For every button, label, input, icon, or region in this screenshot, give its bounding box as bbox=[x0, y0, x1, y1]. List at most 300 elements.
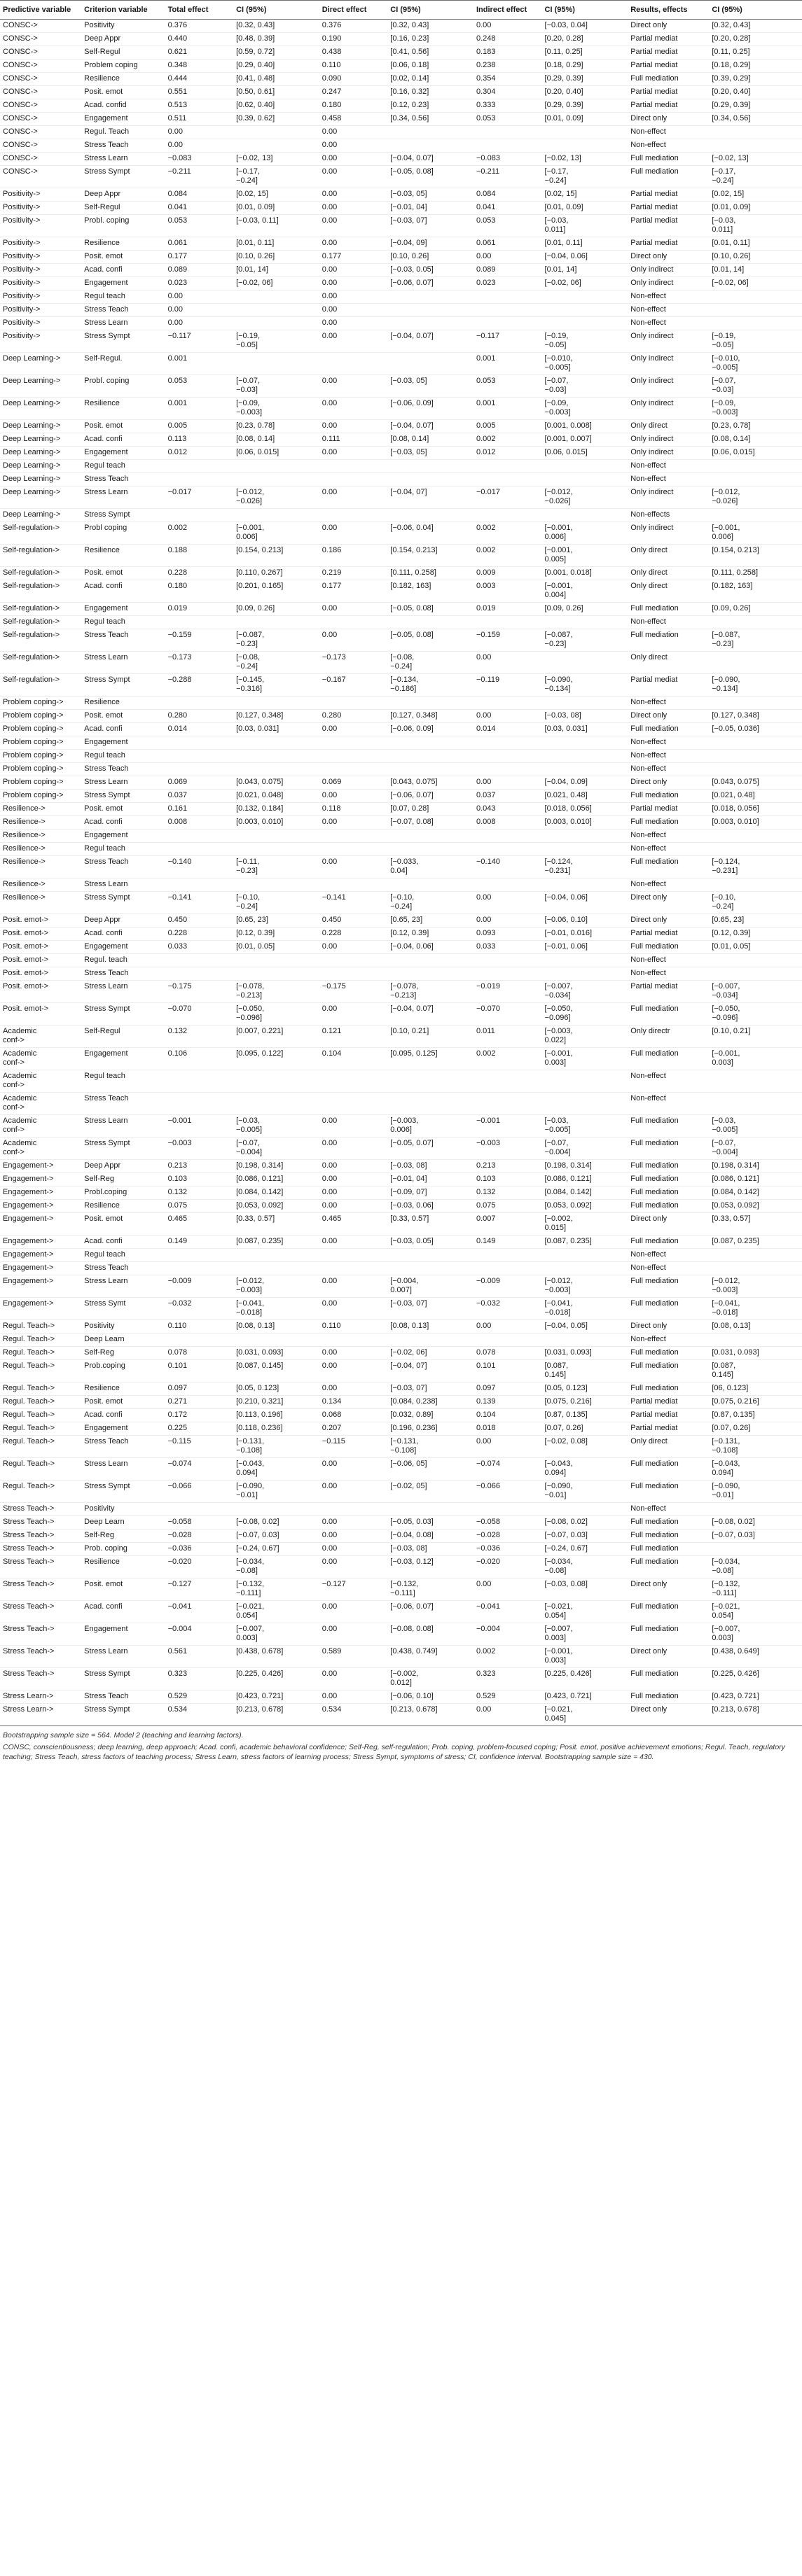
indirect-effect-cell: −0.020 bbox=[473, 1556, 542, 1578]
result-ci-cell: [0.438, 0.649] bbox=[709, 1646, 802, 1668]
result-effect-cell: Only indirect bbox=[628, 264, 709, 277]
table-row bbox=[0, 166, 802, 188]
header-total-effect: Total effect bbox=[165, 1, 234, 20]
total-effect-cell: 0.113 bbox=[165, 433, 234, 447]
direct-effect-cell: 0.121 bbox=[319, 1026, 388, 1048]
predictive-variable-cell: Stress Teach-> bbox=[0, 1646, 81, 1668]
result-effect-cell: Full mediation bbox=[628, 1160, 709, 1173]
criterion-variable-cell: Resilience bbox=[81, 237, 165, 251]
direct-effect-cell: 0.589 bbox=[319, 1646, 388, 1668]
total-ci-cell: [0.01, 14] bbox=[233, 264, 319, 277]
total-ci-cell: [0.33, 0.57] bbox=[233, 1213, 319, 1236]
indirect-effect-cell: 0.00 bbox=[473, 710, 542, 723]
criterion-variable-cell: Posit. emot bbox=[81, 1396, 165, 1409]
direct-effect-cell: 0.00 bbox=[319, 277, 388, 290]
predictive-variable-cell: Stress Teach-> bbox=[0, 1556, 81, 1578]
result-ci-cell: [0.003, 0.010] bbox=[709, 816, 802, 830]
direct-effect-cell: 0.00 bbox=[319, 1115, 388, 1138]
result-ci-cell bbox=[709, 1070, 802, 1093]
indirect-effect-cell bbox=[473, 509, 542, 522]
direct-ci-cell bbox=[387, 1093, 473, 1115]
result-effect-cell: Only direct bbox=[628, 545, 709, 567]
total-effect-cell bbox=[165, 736, 234, 750]
direct-effect-cell: 0.180 bbox=[319, 99, 388, 113]
predictive-variable-cell: Problem coping-> bbox=[0, 710, 81, 723]
total-effect-cell: −0.141 bbox=[165, 892, 234, 914]
direct-effect-cell bbox=[319, 843, 388, 856]
table-row bbox=[0, 1347, 802, 1360]
indirect-ci-cell: [0.001, 0.018] bbox=[542, 567, 628, 580]
indirect-ci-cell: [−0.050, −0.096] bbox=[542, 1003, 628, 1026]
criterion-variable-cell: Positivity bbox=[81, 1503, 165, 1516]
total-effect-cell bbox=[165, 1503, 234, 1516]
result-effect-cell: Full mediation bbox=[628, 1298, 709, 1320]
indirect-effect-cell: 0.033 bbox=[473, 941, 542, 954]
result-effect-cell: Non-effect bbox=[628, 473, 709, 486]
indirect-ci-cell: [−0.03, 0.011] bbox=[542, 215, 628, 237]
indirect-effect-cell: 0.089 bbox=[473, 264, 542, 277]
criterion-variable-cell: Prob.coping bbox=[81, 1360, 165, 1382]
total-ci-cell: [−0.090, −0.01] bbox=[233, 1480, 319, 1503]
total-ci-cell: [0.021, 0.048] bbox=[233, 790, 319, 803]
total-ci-cell: [0.154, 0.213] bbox=[233, 545, 319, 567]
criterion-variable-cell: Probl. coping bbox=[81, 375, 165, 398]
total-effect-cell bbox=[165, 967, 234, 981]
table-row bbox=[0, 1690, 802, 1704]
total-effect-cell: 0.225 bbox=[165, 1422, 234, 1436]
result-effect-cell: Full mediation bbox=[628, 1516, 709, 1530]
criterion-variable-cell: Regul teach bbox=[81, 460, 165, 473]
criterion-variable-cell: Deep Learn bbox=[81, 1516, 165, 1530]
total-ci-cell: [0.02, 15] bbox=[233, 188, 319, 202]
criterion-variable-cell: Acad. confi bbox=[81, 1409, 165, 1422]
indirect-ci-cell: [−0.07, −0.004] bbox=[542, 1138, 628, 1160]
direct-ci-cell: [−0.06, 0.10] bbox=[387, 1690, 473, 1704]
result-effect-cell: Direct only bbox=[628, 1320, 709, 1334]
result-ci-cell: [0.09, 0.26] bbox=[709, 603, 802, 616]
result-effect-cell: Non-effect bbox=[628, 954, 709, 967]
direct-effect-cell: 0.00 bbox=[319, 166, 388, 188]
total-ci-cell: [−0.050, −0.096] bbox=[233, 1003, 319, 1026]
total-ci-cell: [0.50, 0.61] bbox=[233, 86, 319, 99]
result-effect-cell: Full mediation bbox=[628, 1382, 709, 1396]
indirect-effect-cell: 0.007 bbox=[473, 1213, 542, 1236]
total-effect-cell: −0.288 bbox=[165, 674, 234, 696]
indirect-ci-cell bbox=[542, 1093, 628, 1115]
predictive-variable-cell: Regul. Teach-> bbox=[0, 1382, 81, 1396]
direct-ci-cell: [0.438, 0.749] bbox=[387, 1646, 473, 1668]
indirect-ci-cell: [0.423, 0.721] bbox=[542, 1690, 628, 1704]
table-notes bbox=[0, 1726, 802, 1762]
predictive-variable-cell: Problem coping-> bbox=[0, 790, 81, 803]
indirect-effect-cell: 0.019 bbox=[473, 603, 542, 616]
indirect-ci-cell: [0.087, 0.235] bbox=[542, 1236, 628, 1249]
result-ci-cell: [0.08, 0.13] bbox=[709, 1320, 802, 1334]
total-effect-cell: 0.00 bbox=[165, 317, 234, 330]
criterion-variable-cell: Resilience bbox=[81, 1556, 165, 1578]
result-ci-cell: [0.10, 0.26] bbox=[709, 251, 802, 264]
result-ci-cell bbox=[709, 967, 802, 981]
criterion-variable-cell: Stress Teach bbox=[81, 1262, 165, 1275]
direct-effect-cell bbox=[319, 616, 388, 629]
result-effect-cell: Non-effect bbox=[628, 696, 709, 710]
indirect-ci-cell: [0.05, 0.123] bbox=[542, 1382, 628, 1396]
total-ci-cell bbox=[233, 304, 319, 317]
table-row bbox=[0, 1422, 802, 1436]
table-row bbox=[0, 1275, 802, 1298]
indirect-effect-cell: 0.00 bbox=[473, 652, 542, 674]
indirect-ci-cell: [−0.04, 0.06] bbox=[542, 251, 628, 264]
indirect-ci-cell bbox=[542, 1262, 628, 1275]
table-row bbox=[0, 1458, 802, 1480]
indirect-effect-cell bbox=[473, 1070, 542, 1093]
table-row bbox=[0, 1382, 802, 1396]
total-ci-cell: [0.32, 0.43] bbox=[233, 20, 319, 33]
indirect-ci-cell bbox=[542, 736, 628, 750]
header-results-ci: CI (95%) bbox=[709, 1, 802, 20]
total-ci-cell: [0.087, 0.235] bbox=[233, 1236, 319, 1249]
indirect-effect-cell bbox=[473, 1093, 542, 1115]
total-effect-cell: 0.280 bbox=[165, 710, 234, 723]
total-effect-cell: 0.132 bbox=[165, 1026, 234, 1048]
total-ci-cell bbox=[233, 967, 319, 981]
indirect-effect-cell: 0.018 bbox=[473, 1422, 542, 1436]
total-ci-cell bbox=[233, 139, 319, 153]
result-effect-cell: Full mediation bbox=[628, 1623, 709, 1646]
direct-effect-cell: 0.00 bbox=[319, 1543, 388, 1556]
criterion-variable-cell: Posit. emot bbox=[81, 1578, 165, 1601]
criterion-variable-cell: Probl. coping bbox=[81, 215, 165, 237]
criterion-variable-cell: Deep Appr bbox=[81, 914, 165, 927]
direct-effect-cell: 0.00 bbox=[319, 1298, 388, 1320]
indirect-effect-cell: 0.00 bbox=[473, 1320, 542, 1334]
direct-effect-cell: 0.00 bbox=[319, 139, 388, 153]
direct-ci-cell: [0.111, 0.258] bbox=[387, 567, 473, 580]
predictive-variable-cell: Deep Learning-> bbox=[0, 473, 81, 486]
direct-ci-cell: [−0.06, 05] bbox=[387, 1458, 473, 1480]
result-ci-cell: [−0.087, −0.23] bbox=[709, 629, 802, 652]
criterion-variable-cell: Stress Sympt bbox=[81, 1668, 165, 1690]
indirect-ci-cell bbox=[542, 460, 628, 473]
criterion-variable-cell: Stress Learn bbox=[81, 1646, 165, 1668]
result-ci-cell: [−0.010, −0.005] bbox=[709, 353, 802, 375]
direct-effect-cell: 0.186 bbox=[319, 545, 388, 567]
result-ci-cell: [−0.007, 0.003] bbox=[709, 1623, 802, 1646]
criterion-variable-cell: Acad. confid bbox=[81, 99, 165, 113]
total-ci-cell bbox=[233, 290, 319, 304]
total-effect-cell: 0.005 bbox=[165, 420, 234, 433]
direct-ci-cell: [0.213, 0.678] bbox=[387, 1704, 473, 1726]
table-row bbox=[0, 1026, 802, 1048]
indirect-effect-cell bbox=[473, 967, 542, 981]
total-effect-cell: 0.228 bbox=[165, 567, 234, 580]
direct-effect-cell: 0.00 bbox=[319, 1360, 388, 1382]
predictive-variable-cell: Posit. emot-> bbox=[0, 941, 81, 954]
table-row bbox=[0, 710, 802, 723]
predictive-variable-cell: Problem coping-> bbox=[0, 776, 81, 790]
direct-ci-cell: [−0.134, −0.186] bbox=[387, 674, 473, 696]
table-row bbox=[0, 1543, 802, 1556]
indirect-ci-cell: [−0.02, 06] bbox=[542, 277, 628, 290]
predictive-variable-cell: Posit. emot-> bbox=[0, 981, 81, 1003]
table-row bbox=[0, 86, 802, 99]
result-ci-cell: [0.11, 0.25] bbox=[709, 46, 802, 59]
predictive-variable-cell: Stress Teach-> bbox=[0, 1623, 81, 1646]
direct-ci-cell: [−0.002, 0.012] bbox=[387, 1668, 473, 1690]
indirect-effect-cell bbox=[473, 126, 542, 139]
total-ci-cell: [0.031, 0.093] bbox=[233, 1347, 319, 1360]
predictive-variable-cell: Stress Teach-> bbox=[0, 1578, 81, 1601]
direct-ci-cell: [−0.06, 0.07] bbox=[387, 790, 473, 803]
direct-effect-cell: 0.458 bbox=[319, 113, 388, 126]
indirect-effect-cell: 0.075 bbox=[473, 1200, 542, 1213]
result-effect-cell: Only indirect bbox=[628, 433, 709, 447]
criterion-variable-cell: Stress Learn bbox=[81, 776, 165, 790]
indirect-ci-cell bbox=[542, 126, 628, 139]
result-effect-cell: Non-effect bbox=[628, 616, 709, 629]
result-effect-cell: Direct only bbox=[628, 251, 709, 264]
table-row bbox=[0, 1298, 802, 1320]
indirect-ci-cell bbox=[542, 317, 628, 330]
result-ci-cell bbox=[709, 1334, 802, 1347]
direct-effect-cell: 0.00 bbox=[319, 126, 388, 139]
total-effect-cell: 0.053 bbox=[165, 375, 234, 398]
criterion-variable-cell: Self-Regul bbox=[81, 202, 165, 215]
table-row bbox=[0, 433, 802, 447]
criterion-variable-cell: Stress Teach bbox=[81, 1690, 165, 1704]
indirect-effect-cell: −0.083 bbox=[473, 153, 542, 166]
predictive-variable-cell: Problem coping-> bbox=[0, 736, 81, 750]
indirect-ci-cell: [−0.19, −0.05] bbox=[542, 330, 628, 353]
direct-effect-cell: 0.00 bbox=[319, 1668, 388, 1690]
result-effect-cell: Non-effect bbox=[628, 967, 709, 981]
table-row bbox=[0, 1115, 802, 1138]
predictive-variable-cell: Stress Teach-> bbox=[0, 1543, 81, 1556]
predictive-variable-cell: Self-regulation-> bbox=[0, 629, 81, 652]
direct-effect-cell: 0.00 bbox=[319, 304, 388, 317]
direct-ci-cell: [−0.003, 0.006] bbox=[387, 1115, 473, 1138]
indirect-effect-cell bbox=[473, 290, 542, 304]
indirect-ci-cell: [0.09, 0.26] bbox=[542, 603, 628, 616]
direct-effect-cell: −0.127 bbox=[319, 1578, 388, 1601]
direct-effect-cell: 0.00 bbox=[319, 1160, 388, 1173]
table-note: CONSC, conscientiousness; deep learning, deep approach; Acad. confi, academic behavioral confidence; Self-Reg, self-regulation; Prob. coping, problem-focused coping; Posit. emot, positive achievement emotions; Regul. Teach, regulatory teaching; Stress Teach, stress factors of teaching process; Stress Learn, stress factors of learning process; Stress Sympt, symptoms of stress; CI, confidence interval. Bootstrapping sample size = 430. bbox=[3, 1743, 785, 1761]
total-effect-cell: 0.069 bbox=[165, 776, 234, 790]
total-ci-cell: [0.438, 0.678] bbox=[233, 1646, 319, 1668]
result-effect-cell: Non-effect bbox=[628, 1249, 709, 1262]
result-ci-cell bbox=[709, 843, 802, 856]
result-ci-cell: [−0.001, 0.006] bbox=[709, 522, 802, 545]
predictive-variable-cell: CONSC-> bbox=[0, 139, 81, 153]
indirect-effect-cell: 0.529 bbox=[473, 1690, 542, 1704]
direct-ci-cell: [−0.06, 0.04] bbox=[387, 522, 473, 545]
direct-effect-cell: 0.00 bbox=[319, 1236, 388, 1249]
indirect-ci-cell: [0.225, 0.426] bbox=[542, 1668, 628, 1690]
direct-ci-cell: [−0.132, −0.111] bbox=[387, 1578, 473, 1601]
criterion-variable-cell: Engagement bbox=[81, 830, 165, 843]
table-row bbox=[0, 139, 802, 153]
result-effect-cell: Partial mediat bbox=[628, 59, 709, 73]
criterion-variable-cell: Stress Learn bbox=[81, 981, 165, 1003]
result-effect-cell: Only direct bbox=[628, 1436, 709, 1458]
table-row bbox=[0, 113, 802, 126]
direct-effect-cell: 0.111 bbox=[319, 433, 388, 447]
indirect-effect-cell bbox=[473, 317, 542, 330]
criterion-variable-cell: Engagement bbox=[81, 1623, 165, 1646]
total-ci-cell: [−0.11, −0.23] bbox=[233, 856, 319, 878]
result-ci-cell: [−0.124, −0.231] bbox=[709, 856, 802, 878]
total-ci-cell: [0.007, 0.221] bbox=[233, 1026, 319, 1048]
total-ci-cell: [−0.10, −0.24] bbox=[233, 892, 319, 914]
direct-ci-cell: [−0.04, 0.08] bbox=[387, 1530, 473, 1543]
criterion-variable-cell: Positivity bbox=[81, 1320, 165, 1334]
table-row bbox=[0, 1334, 802, 1347]
total-ci-cell: [0.09, 0.26] bbox=[233, 603, 319, 616]
total-ci-cell: [0.210, 0.321] bbox=[233, 1396, 319, 1409]
table-row bbox=[0, 59, 802, 73]
table-row bbox=[0, 1093, 802, 1115]
criterion-variable-cell: Acad. confi bbox=[81, 433, 165, 447]
result-ci-cell: [−0.07, −0.004] bbox=[709, 1138, 802, 1160]
indirect-effect-cell: 0.00 bbox=[473, 892, 542, 914]
predictive-variable-cell: Positivity-> bbox=[0, 188, 81, 202]
result-ci-cell: [0.087, 0.235] bbox=[709, 1236, 802, 1249]
result-effect-cell: Direct only bbox=[628, 892, 709, 914]
direct-ci-cell: [0.41, 0.56] bbox=[387, 46, 473, 59]
predictive-variable-cell: Posit. emot-> bbox=[0, 927, 81, 941]
total-effect-cell bbox=[165, 830, 234, 843]
indirect-effect-cell: 0.002 bbox=[473, 545, 542, 567]
indirect-effect-cell: 0.333 bbox=[473, 99, 542, 113]
direct-effect-cell: 0.00 bbox=[319, 1690, 388, 1704]
total-ci-cell: [−0.131, −0.108] bbox=[233, 1436, 319, 1458]
predictive-variable-cell: CONSC-> bbox=[0, 73, 81, 86]
criterion-variable-cell: Probl coping bbox=[81, 522, 165, 545]
criterion-variable-cell: Stress Learn bbox=[81, 878, 165, 892]
predictive-variable-cell: Deep Learning-> bbox=[0, 460, 81, 473]
direct-ci-cell: [−0.01, 04] bbox=[387, 202, 473, 215]
predictive-variable-cell: Engagement-> bbox=[0, 1262, 81, 1275]
direct-effect-cell: 0.219 bbox=[319, 567, 388, 580]
criterion-variable-cell: Engagement bbox=[81, 277, 165, 290]
total-ci-cell: [−0.08, 0.02] bbox=[233, 1516, 319, 1530]
total-ci-cell: [0.03, 0.031] bbox=[233, 723, 319, 736]
indirect-effect-cell: 0.001 bbox=[473, 398, 542, 420]
header-direct-effect: Direct effect bbox=[319, 1, 388, 20]
table-row bbox=[0, 816, 802, 830]
result-ci-cell bbox=[709, 460, 802, 473]
table-row bbox=[0, 447, 802, 460]
total-ci-cell: [−0.08, −0.24] bbox=[233, 652, 319, 674]
direct-effect-cell: 0.00 bbox=[319, 188, 388, 202]
indirect-ci-cell: [−0.021, 0.045] bbox=[542, 1704, 628, 1726]
direct-effect-cell: 0.00 bbox=[319, 790, 388, 803]
total-ci-cell: [0.110, 0.267] bbox=[233, 567, 319, 580]
direct-ci-cell bbox=[387, 736, 473, 750]
total-effect-cell: 0.271 bbox=[165, 1396, 234, 1409]
indirect-effect-cell: 0.00 bbox=[473, 1704, 542, 1726]
direct-ci-cell bbox=[387, 139, 473, 153]
direct-ci-cell: [0.12, 0.23] bbox=[387, 99, 473, 113]
table-row bbox=[0, 580, 802, 603]
result-effect-cell: Only indirect bbox=[628, 486, 709, 509]
predictive-variable-cell: Positivity-> bbox=[0, 317, 81, 330]
total-effect-cell: 0.075 bbox=[165, 1200, 234, 1213]
criterion-variable-cell: Resilience bbox=[81, 398, 165, 420]
indirect-ci-cell: [0.07, 0.26] bbox=[542, 1422, 628, 1436]
indirect-effect-cell: 0.00 bbox=[473, 1436, 542, 1458]
table-row bbox=[0, 1480, 802, 1503]
total-effect-cell: 0.450 bbox=[165, 914, 234, 927]
direct-effect-cell: 0.376 bbox=[319, 20, 388, 33]
indirect-ci-cell bbox=[542, 763, 628, 776]
direct-ci-cell: [−0.06, 0.07] bbox=[387, 277, 473, 290]
total-ci-cell bbox=[233, 1070, 319, 1093]
criterion-variable-cell: Stress Sympt bbox=[81, 509, 165, 522]
table-row bbox=[0, 1360, 802, 1382]
direct-ci-cell: [−0.03, 08] bbox=[387, 1543, 473, 1556]
total-ci-cell: [0.201, 0.165] bbox=[233, 580, 319, 603]
indirect-ci-cell: [−0.124, −0.231] bbox=[542, 856, 628, 878]
total-effect-cell: −0.004 bbox=[165, 1623, 234, 1646]
predictive-variable-cell: Resilience-> bbox=[0, 878, 81, 892]
header-indirect-ci: CI (95%) bbox=[542, 1, 628, 20]
predictive-variable-cell: Posit. emot-> bbox=[0, 954, 81, 967]
total-effect-cell: 0.089 bbox=[165, 264, 234, 277]
result-ci-cell: [−0.07, 0.03] bbox=[709, 1530, 802, 1543]
result-ci-cell: [0.198, 0.314] bbox=[709, 1160, 802, 1173]
table-row bbox=[0, 629, 802, 652]
indirect-ci-cell: [0.198, 0.314] bbox=[542, 1160, 628, 1173]
total-effect-cell: 0.061 bbox=[165, 237, 234, 251]
indirect-effect-cell bbox=[473, 1249, 542, 1262]
indirect-effect-cell bbox=[473, 696, 542, 710]
table-row bbox=[0, 1249, 802, 1262]
total-ci-cell: [0.12, 0.39] bbox=[233, 927, 319, 941]
result-ci-cell: [−0.021, 0.054] bbox=[709, 1601, 802, 1623]
indirect-effect-cell: 0.149 bbox=[473, 1236, 542, 1249]
result-ci-cell: [0.20, 0.40] bbox=[709, 86, 802, 99]
total-ci-cell: [−0.07, 0.03] bbox=[233, 1530, 319, 1543]
total-ci-cell: [−0.07, −0.004] bbox=[233, 1138, 319, 1160]
total-ci-cell: [0.29, 0.40] bbox=[233, 59, 319, 73]
criterion-variable-cell: Stress Teach bbox=[81, 763, 165, 776]
result-ci-cell: [0.01, 0.09] bbox=[709, 202, 802, 215]
total-effect-cell: −0.211 bbox=[165, 166, 234, 188]
total-effect-cell bbox=[165, 750, 234, 763]
total-ci-cell bbox=[233, 1249, 319, 1262]
indirect-ci-cell bbox=[542, 616, 628, 629]
direct-ci-cell: [−0.03, 05] bbox=[387, 188, 473, 202]
result-ci-cell: [−0.041, −0.018] bbox=[709, 1298, 802, 1320]
indirect-ci-cell: [−0.04, 0.05] bbox=[542, 1320, 628, 1334]
direct-ci-cell: [−0.06, 0.07] bbox=[387, 1601, 473, 1623]
indirect-effect-cell bbox=[473, 1334, 542, 1347]
total-ci-cell: [0.48, 0.39] bbox=[233, 33, 319, 46]
table-row bbox=[0, 1601, 802, 1623]
indirect-effect-cell: 0.104 bbox=[473, 1409, 542, 1422]
total-ci-cell: [0.65, 23] bbox=[233, 914, 319, 927]
criterion-variable-cell: Acad. confi bbox=[81, 927, 165, 941]
direct-ci-cell: [−0.03, 05] bbox=[387, 375, 473, 398]
criterion-variable-cell: Self-Regul bbox=[81, 1026, 165, 1048]
direct-ci-cell: [−0.06, 0.09] bbox=[387, 723, 473, 736]
direct-ci-cell: [−0.03, 07] bbox=[387, 1382, 473, 1396]
direct-effect-cell bbox=[319, 878, 388, 892]
criterion-variable-cell: Regul teach bbox=[81, 1249, 165, 1262]
result-effect-cell: Full mediation bbox=[628, 941, 709, 954]
direct-ci-cell: [−0.03, 07] bbox=[387, 1298, 473, 1320]
